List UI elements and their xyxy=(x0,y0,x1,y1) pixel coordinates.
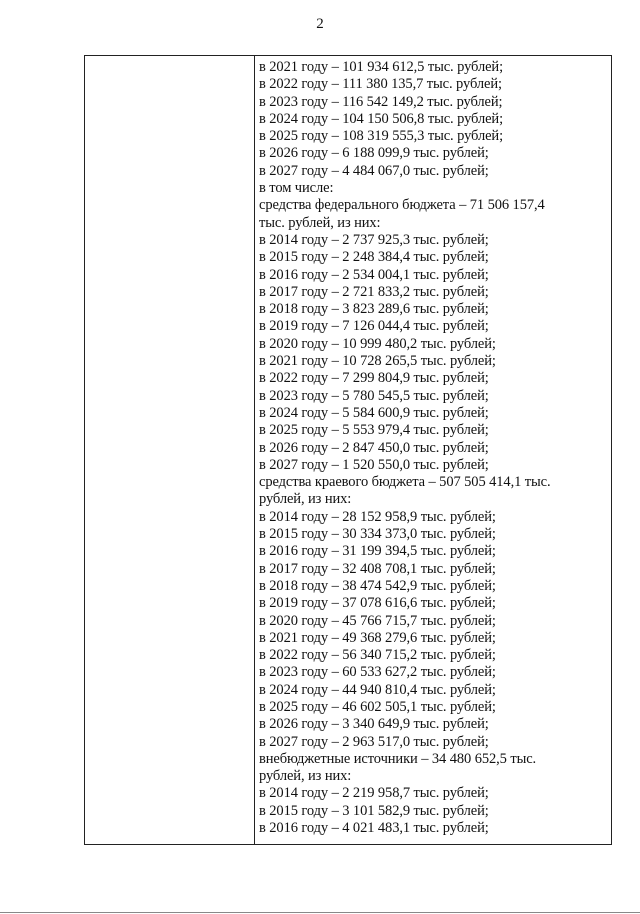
table-line: в 2026 году – 3 340 649,9 тыс. рублей; xyxy=(259,716,489,733)
table-line: рублей, из них: xyxy=(259,491,352,508)
table-line: в 2027 году – 2 963 517,0 тыс. рублей; xyxy=(259,733,489,750)
table-line: в 2016 году – 2 534 004,1 тыс. рублей; xyxy=(259,266,489,283)
table-line: в 2021 году – 101 934 612,5 тыс. рублей; xyxy=(259,59,504,75)
table-line: в 2019 году – 37 078 616,6 тыс. рублей; xyxy=(259,595,496,612)
table-label-cell xyxy=(85,56,254,844)
table-line: внебюджетные источники – 34 480 652,5 тыс. xyxy=(259,750,537,767)
table-line: в 2022 году – 56 340 715,2 тыс. рублей; xyxy=(259,647,496,664)
funding-table xyxy=(84,55,612,845)
table-line: в 2019 году – 7 126 044,4 тыс. рублей; xyxy=(259,318,489,335)
table-line: в 2015 году – 2 248 384,4 тыс. рублей; xyxy=(259,249,489,266)
table-line: в 2015 году – 30 334 373,0 тыс. рублей; xyxy=(259,526,496,543)
table-line: в 2026 году – 6 188 099,9 тыс. рублей; xyxy=(259,145,489,162)
table-line: в 2016 году – 4 021 483,1 тыс. рублей; xyxy=(259,820,489,837)
table-line: средства федерального бюджета – 71 506 157,4 xyxy=(259,197,545,214)
table-line: в 2020 году – 45 766 715,7 тыс. рублей; xyxy=(259,612,496,629)
table-line: в 2024 году – 44 940 810,4 тыс. рублей; xyxy=(259,681,496,698)
table-value-cell xyxy=(259,59,605,837)
table-line: в 2021 году – 49 368 279,6 тыс. рублей; xyxy=(259,629,496,646)
table-line: в 2017 году – 32 408 708,1 тыс. рублей; xyxy=(259,560,496,577)
table-line: в 2024 году – 5 584 600,9 тыс. рублей; xyxy=(259,404,489,421)
table-line: в 2014 году – 28 152 958,9 тыс. рублей; xyxy=(259,508,496,525)
table-line: в 2023 году – 116 542 149,2 тыс. рублей; xyxy=(259,93,503,110)
table-line: в 2018 году – 38 474 542,9 тыс. рублей; xyxy=(259,577,496,594)
table-line: в 2027 году – 4 484 067,0 тыс. рублей; xyxy=(259,162,489,179)
table-line: в 2015 году – 3 101 582,9 тыс. рублей; xyxy=(259,802,489,819)
table-line: в 2014 году – 2 737 925,3 тыс. рублей; xyxy=(259,231,489,248)
table-line: в том числе: xyxy=(259,180,334,197)
table-line: в 2025 году – 5 553 979,4 тыс. рублей; xyxy=(259,422,489,439)
table-line: в 2024 году – 104 150 506,8 тыс. рублей; xyxy=(259,110,504,127)
table-line: в 2027 году – 1 520 550,0 тыс. рублей; xyxy=(259,456,489,473)
table-line: тыс. рублей, из них: xyxy=(259,214,381,231)
table-line: в 2022 году – 7 299 804,9 тыс. рублей; xyxy=(259,370,489,387)
table-line: в 2016 году – 31 199 394,5 тыс. рублей; xyxy=(259,543,496,560)
table-line: рублей, из них: xyxy=(259,768,352,785)
table-line: в 2025 году – 46 602 505,1 тыс. рублей; xyxy=(259,698,496,715)
table-line: в 2017 году – 2 721 833,2 тыс. рублей; xyxy=(259,283,489,300)
table-line: в 2023 году – 60 533 627,2 тыс. рублей; xyxy=(259,664,496,681)
table-line: в 2026 году – 2 847 450,0 тыс. рублей; xyxy=(259,439,489,456)
table-line: средства краевого бюджета – 507 505 414,1 тыс. xyxy=(259,474,551,491)
table-line: в 2014 году – 2 219 958,7 тыс. рублей; xyxy=(259,785,489,802)
page-bottom-rule xyxy=(0,912,640,913)
table-line: в 2025 году – 108 319 555,3 тыс. рублей; xyxy=(259,128,504,145)
table-line: в 2023 году – 5 780 545,5 тыс. рублей; xyxy=(259,387,489,404)
table-line: в 2022 году – 111 380 135,7 тыс. рублей; xyxy=(259,76,502,93)
table-line: в 2020 году – 10 999 480,2 тыс. рублей; xyxy=(259,335,496,352)
table-line: в 2021 году – 10 728 265,5 тыс. рублей; xyxy=(259,353,496,370)
column-divider xyxy=(254,56,255,844)
table-line: в 2018 году – 3 823 289,6 тыс. рублей; xyxy=(259,301,489,318)
page-number: 2 xyxy=(316,16,324,32)
